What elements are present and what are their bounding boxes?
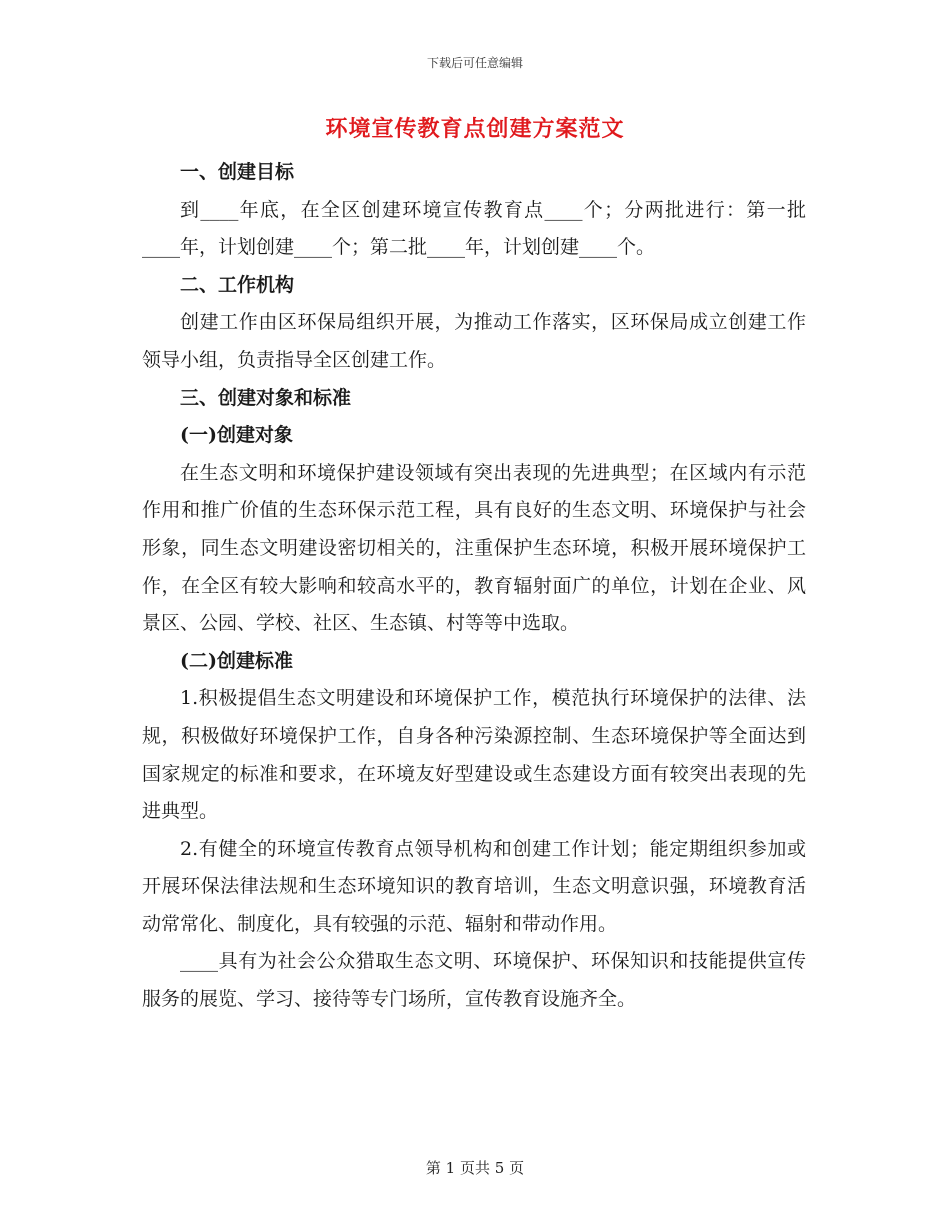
header-note: 下载后可任意编辑: [426, 56, 523, 70]
section-heading: 二、工作机构: [180, 273, 295, 296]
paragraph: 在生态文明和环境保护建设领域有突出表现的先进典型；在区域内有示范作用和推广价值的生态环保示范工程，具有良好的生态文明、环境保护与社会形象，同生态文明建设密切相关的，注重保护生态环境，积极开展环境保护工作，在全区有较大影响和较高水平的，教育辐射面广的单位，计划在企业、风景区、公园、学校、社区、生态镇、村等等中选取。: [142, 461, 806, 635]
paragraph: ____具有为社会公众猎取生态文明、环境保护、环保知识和技能提供宣传服务的展览、学习、接待等专门场所，宣传教育设施齐全。: [142, 950, 806, 1011]
subsection-heading: (一)创建对象: [180, 424, 293, 447]
document-title: 环境宣传教育点创建方案范文: [325, 116, 625, 142]
paragraph: 到____年底，在全区创建环境宣传教育点____个；分两批进行：第一批____年，计划创建____个；第二批____年，计划创建____个。: [142, 198, 806, 259]
section-heading: 三、创建对象和标准: [180, 386, 352, 409]
page-number: 第 1 页共 5 页: [425, 1159, 525, 1177]
paragraph: 创建工作由区环保局组织开展，为推动工作落实，区环保局成立创建工作领导小组，负责指导全区创建工作。: [142, 311, 806, 371]
document-body: [142, 154, 806, 1019]
subsection-heading: (二)创建标准: [180, 649, 293, 672]
paragraph: 1.积极提倡生态文明建设和环境保护工作，模范执行环境保护的法律、法规，积极做好环境保护工作，自身各种污染源控制、生态环境保护等全面达到国家规定的标准和要求，在环境友好型建设或生态建设方面有较突出表现的先进典型。: [142, 687, 806, 823]
section-heading: 一、创建目标: [180, 161, 295, 183]
paragraph: 2.有健全的环境宣传教育点领导机构和创建工作计划；能定期组织参加或开展环保法律法规和生态环境知识的教育培训，生态文明意识强，环境教育活动常常化、制度化，具有较强的示范、辐射和带动作用。: [142, 837, 806, 935]
